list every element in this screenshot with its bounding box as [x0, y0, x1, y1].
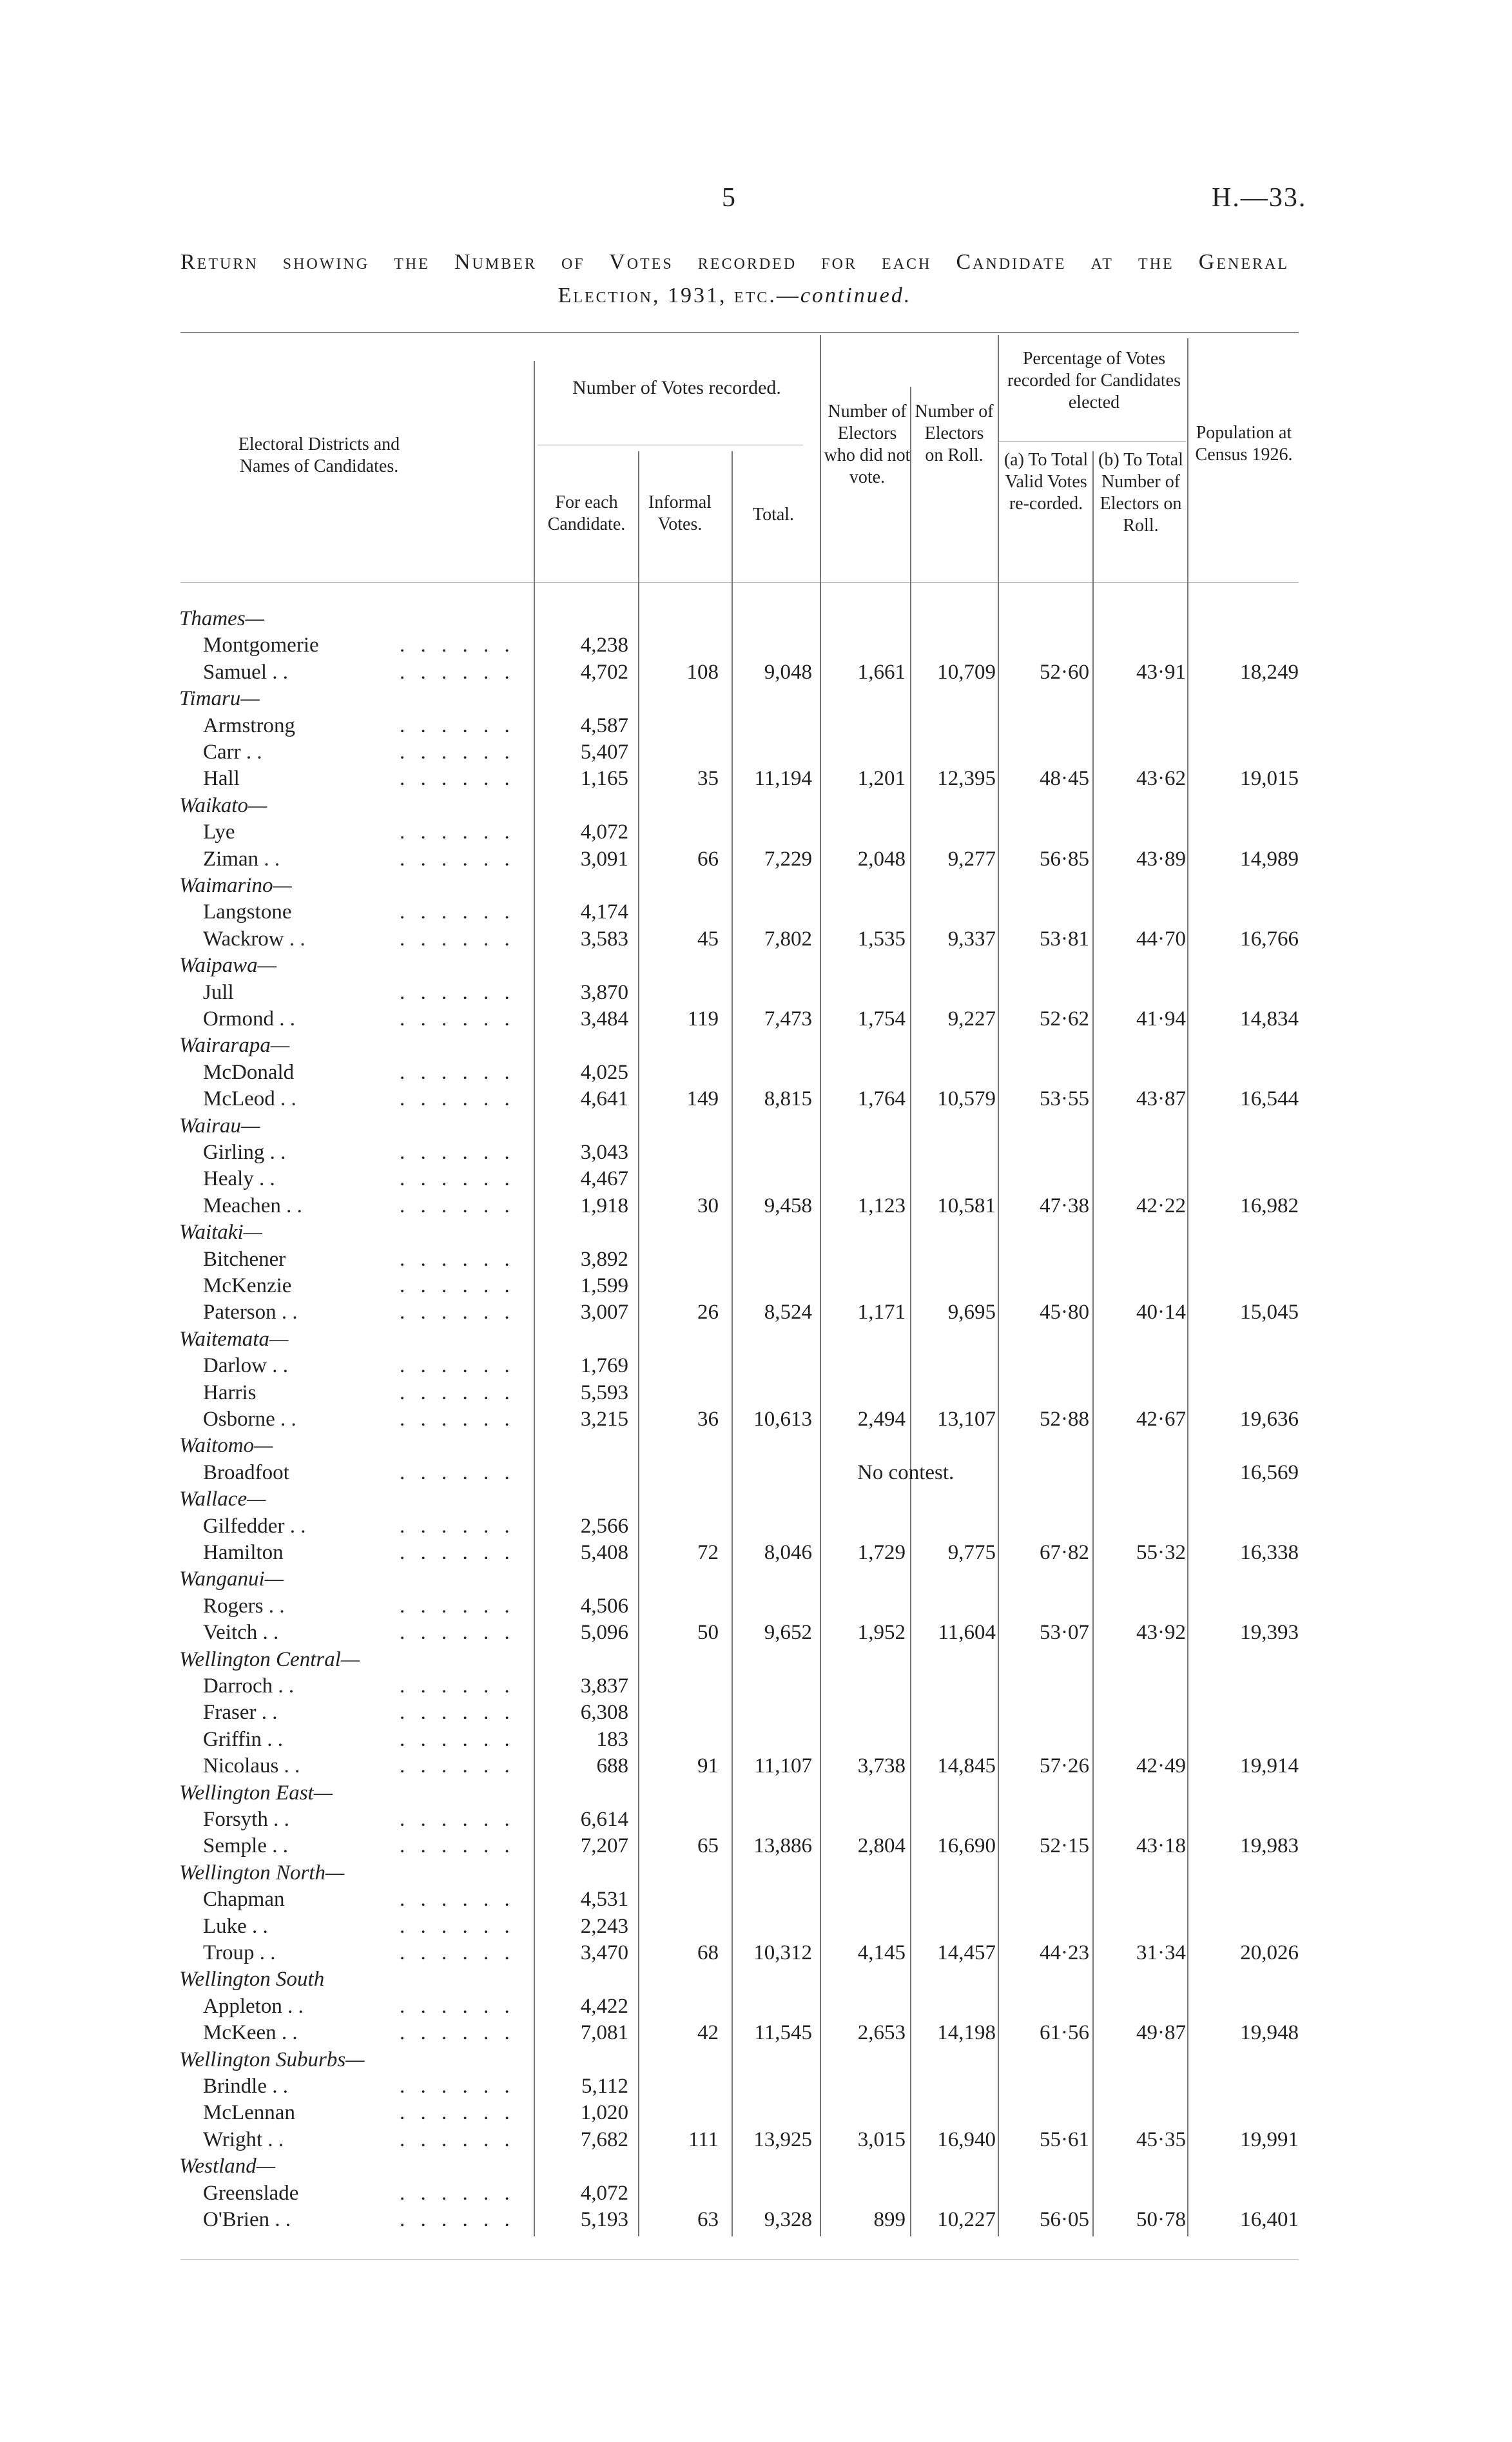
pct-valid-votes: 67·82	[1040, 1541, 1089, 1564]
pct-electors-roll: 42·49	[1136, 1754, 1186, 1778]
population-1926: 16,401	[1240, 2208, 1299, 2231]
candidate-votes: 4,422	[580, 1994, 628, 2018]
informal-votes: 66	[697, 847, 719, 871]
electors-not-voted: 1,201	[857, 767, 906, 791]
leader-dots: . . . . . .	[400, 713, 515, 737]
table-title-continued	[180, 284, 1289, 308]
total-votes: 11,194	[754, 767, 812, 791]
total-votes: 9,652	[764, 1621, 812, 1645]
leader-dots: . . . . . .	[400, 1381, 515, 1404]
candidate-votes: 1,769	[580, 1354, 628, 1378]
candidate-name: Nicolaus . .	[203, 1754, 300, 1778]
leader-dots: . . . . . .	[400, 820, 515, 844]
table-title: Return showing the Number of Votes recorded for each Candidate at the General	[180, 250, 1289, 274]
candidate-votes: 7,682	[580, 2127, 628, 2151]
candidate-votes: 6,308	[580, 1701, 628, 1725]
pct-valid-votes: 48·45	[1040, 767, 1089, 791]
candidate-name: McLeod . .	[203, 1087, 296, 1111]
candidate-name: Osborne . .	[203, 1408, 296, 1431]
candidate-name: Carr . .	[203, 741, 262, 764]
electors-not-voted: 2,494	[857, 1408, 906, 1431]
leader-dots: . . . . . .	[400, 767, 515, 791]
pct-valid-votes: 52·60	[1040, 660, 1089, 684]
candidate-votes: 1,165	[580, 767, 628, 791]
candidate-votes: 3,215	[580, 1408, 628, 1431]
candidate-name: Fraser . .	[203, 1701, 278, 1725]
candidate-name: Paterson . .	[203, 1301, 298, 1324]
candidate-votes: 5,593	[580, 1381, 628, 1404]
leader-dots: . . . . . .	[400, 1594, 515, 1618]
district-name: Wairau—	[179, 1114, 260, 1138]
candidate-name: McDonald	[203, 1060, 295, 1084]
electors-on-roll: 16,940	[937, 2127, 996, 2151]
informal-votes: 26	[697, 1301, 719, 1324]
candidate-votes: 5,193	[580, 2208, 628, 2231]
informal-votes: 65	[697, 1834, 719, 1858]
district-name: Wellington East—	[179, 1781, 333, 1805]
candidate-name: Appleton . .	[203, 1994, 304, 2018]
leader-dots: . . . . . .	[400, 1514, 515, 1538]
population-1926: 16,982	[1240, 1194, 1299, 1217]
candidate-votes: 4,174	[580, 900, 628, 924]
pct-valid-votes: 55·61	[1040, 2127, 1089, 2151]
leader-dots: . . . . . .	[400, 2127, 515, 2151]
pct-valid-votes: 47·38	[1040, 1194, 1089, 1217]
informal-votes: 63	[697, 2208, 719, 2231]
candidate-votes: 2,243	[580, 1914, 628, 1938]
electors-on-roll: 16,690	[937, 1834, 996, 1858]
population-1926: 16,544	[1240, 1087, 1299, 1111]
candidate-name: McLennan	[203, 2101, 295, 2125]
pct-electors-roll: 42·67	[1136, 1408, 1186, 1431]
pct-valid-votes: 56·85	[1040, 847, 1089, 871]
candidate-votes: 4,025	[580, 1060, 628, 1084]
candidate-votes: 4,238	[580, 634, 628, 657]
candidate-name: Wackrow . .	[203, 927, 305, 951]
no-contest-note: No contest.	[857, 1460, 955, 1484]
leader-dots: . . . . . .	[400, 1194, 515, 1217]
district-name: Waitemata—	[179, 1327, 289, 1351]
population-1926: 19,991	[1240, 2127, 1299, 2151]
total-votes: 7,229	[764, 847, 812, 871]
district-name: Wellington Central—	[179, 1647, 360, 1671]
pct-electors-roll: 41·94	[1136, 1007, 1186, 1031]
header-informal: Informal Votes.	[648, 492, 712, 534]
candidate-votes: 4,702	[580, 660, 628, 684]
population-1926: 19,914	[1240, 1754, 1299, 1778]
total-votes: 8,524	[764, 1301, 812, 1324]
district-name: Waitomo—	[179, 1434, 273, 1458]
leader-dots: . . . . . .	[400, 741, 515, 764]
candidate-name: Darroch . .	[203, 1674, 295, 1698]
electors-not-voted: 1,952	[857, 1621, 906, 1645]
district-name: Wellington North—	[179, 1861, 345, 1885]
pct-electors-roll: 45·35	[1136, 2127, 1186, 2151]
pct-electors-roll: 49·87	[1136, 2021, 1186, 2045]
population-1926: 16,338	[1240, 1541, 1299, 1564]
district-name: Waipawa—	[179, 954, 276, 978]
header-bottom-rule	[180, 582, 1299, 583]
informal-votes: 149	[686, 1087, 719, 1111]
electors-not-voted: 2,804	[857, 1834, 906, 1858]
pct-valid-votes: 52·62	[1040, 1007, 1089, 1031]
informal-votes: 119	[687, 1007, 719, 1031]
electors-not-voted: 1,661	[857, 660, 906, 684]
candidate-name: McKenzie	[203, 1274, 292, 1297]
leader-dots: . . . . . .	[400, 980, 515, 1004]
leader-dots: . . . . . .	[400, 1808, 515, 1831]
candidate-name: Luke . .	[203, 1914, 268, 1938]
candidate-name: Ormond . .	[203, 1007, 295, 1031]
candidate-votes: 5,112	[581, 2075, 628, 2098]
population-1926: 18,249	[1240, 660, 1299, 684]
candidate-votes: 6,614	[580, 1808, 628, 1831]
candidate-name: Rogers . .	[203, 1594, 285, 1618]
candidate-name: Harris	[203, 1381, 257, 1404]
candidate-name: Veitch . .	[203, 1621, 279, 1645]
header-for-each: For each Candidate.	[547, 492, 626, 534]
col-line-4	[820, 335, 821, 2236]
candidate-name: Healy . .	[203, 1167, 275, 1191]
header-votes-group: Number of Votes recorded.	[572, 377, 781, 398]
district-name: Wellington Suburbs—	[179, 2048, 365, 2071]
pct-electors-roll: 31·34	[1136, 1941, 1186, 1964]
electors-on-roll: 14,457	[937, 1941, 996, 1964]
total-votes: 13,925	[753, 2127, 812, 2151]
leader-dots: . . . . . .	[400, 1914, 515, 1938]
pct-electors-roll: 55·32	[1136, 1541, 1186, 1564]
electors-on-roll: 10,581	[937, 1194, 996, 1217]
header-pct-a: (a) To Total Valid Votes re-corded.	[1003, 450, 1089, 514]
pct-valid-votes: 52·88	[1040, 1408, 1089, 1431]
candidate-votes: 3,484	[580, 1007, 628, 1031]
pct-valid-votes: 56·05	[1040, 2208, 1089, 2231]
district-name: Wallace—	[179, 1487, 266, 1511]
total-votes: 9,458	[764, 1194, 812, 1217]
candidate-votes: 7,081	[580, 2021, 628, 2045]
leader-dots: . . . . . .	[400, 2075, 515, 2098]
col-line-8	[1187, 338, 1188, 2236]
informal-votes: 111	[688, 2127, 719, 2151]
header-on-roll: Number of Electors on Roll.	[915, 402, 994, 465]
electors-on-roll: 9,775	[947, 1541, 996, 1564]
candidate-votes: 3,091	[580, 847, 628, 871]
pct-valid-votes: 53·55	[1040, 1087, 1089, 1111]
candidate-votes: 1,599	[580, 1274, 628, 1297]
candidate-votes: 183	[596, 1727, 628, 1751]
electors-on-roll: 9,337	[947, 927, 996, 951]
candidate-votes: 5,407	[580, 741, 628, 764]
candidate-votes: 1,020	[580, 2101, 628, 2125]
table-bottom-rule	[180, 2259, 1299, 2260]
candidate-name: Griffin . .	[203, 1727, 284, 1751]
total-votes: 8,815	[764, 1087, 812, 1111]
header-total: Total.	[752, 505, 795, 525]
leader-dots: . . . . . .	[400, 660, 515, 684]
leader-dots: . . . . . .	[400, 634, 515, 657]
population-1926: 16,766	[1240, 927, 1299, 951]
candidate-name: Jull	[203, 980, 234, 1004]
candidate-name: Samuel . .	[203, 660, 288, 684]
col-line-7	[1092, 451, 1094, 2236]
district-name: Westland—	[179, 2155, 276, 2178]
pct-valid-votes: 61·56	[1040, 2021, 1089, 2045]
document-reference: H.—33.	[1212, 183, 1307, 213]
leader-dots: . . . . . .	[400, 1087, 515, 1111]
leader-dots: . . . . . .	[400, 1888, 515, 1912]
leader-dots: . . . . . .	[400, 1754, 515, 1778]
pct-valid-votes: 57·26	[1040, 1754, 1089, 1778]
population-1926: 19,015	[1240, 767, 1299, 791]
pct-electors-roll: 43·87	[1136, 1087, 1186, 1111]
informal-votes: 108	[686, 660, 719, 684]
leader-dots: . . . . . .	[400, 1274, 515, 1297]
pct-electors-roll: 43·92	[1136, 1621, 1186, 1645]
population-1926: 14,834	[1240, 1007, 1299, 1031]
total-votes: 13,886	[753, 1834, 812, 1858]
electors-on-roll: 9,277	[947, 847, 996, 871]
leader-dots: . . . . . .	[400, 1674, 515, 1698]
leader-dots: . . . . . .	[400, 1141, 515, 1164]
candidate-votes: 5,096	[580, 1621, 628, 1645]
pct-valid-votes: 53·07	[1040, 1621, 1089, 1645]
candidate-name: Troup . .	[203, 1941, 276, 1964]
district-name: Waitaki—	[179, 1221, 262, 1245]
electors-not-voted: 1,123	[857, 1194, 906, 1217]
electors-on-roll: 10,227	[937, 2208, 996, 2231]
leader-dots: . . . . . .	[400, 1460, 515, 1484]
header-pct-group: Percentage of Votes recorded for Candidates elected	[1007, 349, 1181, 412]
total-votes: 7,473	[764, 1007, 812, 1031]
total-votes: 8,046	[764, 1541, 812, 1564]
leader-dots: . . . . . .	[400, 2021, 515, 2045]
candidate-name: Langstone	[203, 900, 292, 924]
population-1926: 14,989	[1240, 847, 1299, 871]
pct-electors-roll: 43·91	[1136, 660, 1186, 684]
candidate-votes: 4,467	[580, 1167, 628, 1191]
district-name: Waimarino—	[179, 874, 292, 897]
candidate-name: Hamilton	[203, 1541, 284, 1564]
candidate-name: Gilfedder . .	[203, 1514, 306, 1538]
district-name: Timaru—	[179, 687, 260, 711]
candidate-votes: 3,892	[580, 1247, 628, 1271]
total-votes: 11,107	[754, 1754, 812, 1778]
electors-not-voted: 1,729	[857, 1541, 906, 1564]
pct-valid-votes: 53·81	[1040, 927, 1089, 951]
leader-dots: . . . . . .	[400, 2181, 515, 2205]
candidate-votes: 5,408	[580, 1541, 628, 1564]
pct-electors-roll: 43·89	[1136, 847, 1186, 871]
pct-valid-votes: 45·80	[1040, 1301, 1089, 1324]
informal-votes: 45	[697, 927, 719, 951]
candidate-name: Armstrong	[203, 713, 295, 737]
candidate-votes: 688	[596, 1754, 628, 1778]
electors-not-voted: 1,754	[857, 1007, 906, 1031]
leader-dots: . . . . . .	[400, 1621, 515, 1645]
total-votes: 10,613	[753, 1408, 812, 1431]
pct-electors-roll: 44·70	[1136, 927, 1186, 951]
electors-on-roll: 9,227	[947, 1007, 996, 1031]
leader-dots: . . . . . .	[400, 1060, 515, 1084]
candidate-votes: 2,566	[580, 1514, 628, 1538]
pct-electors-roll: 42·22	[1136, 1194, 1186, 1217]
informal-votes: 50	[697, 1621, 719, 1645]
total-votes: 11,545	[754, 2021, 812, 2045]
pct-electors-roll: 40·14	[1136, 1301, 1186, 1324]
candidate-name: Darlow . .	[203, 1354, 288, 1378]
candidate-votes: 7,207	[580, 1834, 628, 1858]
header-not-voted: Number of Electors who did not vote.	[824, 402, 911, 487]
leader-dots: . . . . . .	[400, 2208, 515, 2231]
population-1926: 19,983	[1240, 1834, 1299, 1858]
title-suffix: continued.	[800, 284, 912, 307]
electors-on-roll: 14,845	[937, 1754, 996, 1778]
pct-electors-roll: 43·18	[1136, 1834, 1186, 1858]
total-votes: 7,802	[764, 927, 812, 951]
leader-dots: . . . . . .	[400, 900, 515, 924]
candidate-name: Brindle . .	[203, 2075, 288, 2098]
col-line-6	[998, 335, 999, 2236]
candidate-name: Wright . .	[203, 2127, 284, 2151]
population-1926: 15,045	[1240, 1301, 1299, 1324]
district-name: Waikato—	[179, 793, 267, 817]
electors-not-voted: 3,738	[857, 1754, 906, 1778]
district-name: Wellington South	[179, 1968, 325, 1991]
electors-not-voted: 1,764	[857, 1087, 906, 1111]
pct-valid-votes: 44·23	[1040, 1941, 1089, 1964]
informal-votes: 72	[697, 1541, 719, 1564]
population-1926: 16,569	[1240, 1460, 1299, 1484]
candidate-name: Chapman	[203, 1888, 285, 1912]
candidate-name: McKeen . .	[203, 2021, 298, 2045]
electors-on-roll: 14,198	[937, 2021, 996, 2045]
leader-dots: . . . . . .	[400, 1941, 515, 1964]
informal-votes: 30	[697, 1194, 719, 1217]
header-population: Population at Census 1926.	[1195, 423, 1293, 465]
candidate-votes: 3,470	[580, 1941, 628, 1964]
leader-dots: . . . . . .	[400, 2101, 515, 2125]
candidate-name: O'Brien . .	[203, 2208, 291, 2231]
candidate-votes: 4,506	[580, 1594, 628, 1618]
district-name: Wanganui—	[179, 1567, 284, 1591]
header-top-rule	[180, 332, 1299, 333]
electors-on-roll: 11,604	[938, 1621, 996, 1645]
candidate-name: Hall	[203, 767, 240, 791]
candidate-votes: 4,531	[580, 1888, 628, 1912]
population-1926: 19,393	[1240, 1621, 1299, 1645]
electors-on-roll: 10,709	[937, 660, 996, 684]
leader-dots: . . . . . .	[400, 1167, 515, 1191]
candidate-name: Forsyth . .	[203, 1808, 289, 1831]
candidate-votes: 4,587	[580, 713, 628, 737]
electors-not-voted: 2,653	[857, 2021, 906, 2045]
electors-not-voted: 3,015	[857, 2127, 906, 2151]
electors-on-roll: 13,107	[937, 1408, 996, 1431]
title-prefix: Election, 1931, etc.—	[557, 284, 800, 307]
leader-dots: . . . . . .	[400, 1834, 515, 1858]
electors-not-voted: 1,171	[857, 1301, 906, 1324]
col-line-3	[732, 451, 733, 2236]
electors-on-roll: 9,695	[947, 1301, 996, 1324]
candidate-votes: 3,043	[580, 1141, 628, 1164]
col-line-2	[638, 451, 639, 2236]
candidate-name: Girling . .	[203, 1141, 286, 1164]
leader-dots: . . . . . .	[400, 1408, 515, 1431]
electors-on-roll: 10,579	[937, 1087, 996, 1111]
page-number: 5	[722, 183, 735, 213]
leader-dots: . . . . . .	[400, 1354, 515, 1378]
total-votes: 9,328	[764, 2208, 812, 2231]
leader-dots: . . . . . .	[400, 1301, 515, 1324]
candidate-name: Lye	[203, 820, 235, 844]
candidate-votes: 1,918	[580, 1194, 628, 1217]
candidate-name: Greenslade	[203, 2181, 299, 2205]
electors-not-voted: 2,048	[857, 847, 906, 871]
candidate-name: Broadfoot	[203, 1460, 289, 1484]
informal-votes: 68	[697, 1941, 719, 1964]
leader-dots: . . . . . .	[400, 1007, 515, 1031]
district-name: Thames—	[179, 607, 265, 630]
pct-group-rule	[999, 441, 1186, 442]
leader-dots: . . . . . .	[400, 1247, 515, 1271]
candidate-votes: 3,837	[580, 1674, 628, 1698]
candidate-votes: 4,072	[580, 820, 628, 844]
population-1926: 19,636	[1240, 1408, 1299, 1431]
electors-not-voted: 1,535	[857, 927, 906, 951]
candidate-name: Semple . .	[203, 1834, 288, 1858]
leader-dots: . . . . . .	[400, 1701, 515, 1725]
pct-electors-roll: 50·78	[1136, 2208, 1186, 2231]
total-votes: 9,048	[764, 660, 812, 684]
candidate-name: Bitchener	[203, 1247, 286, 1271]
pct-electors-roll: 43·62	[1136, 767, 1186, 791]
district-name: Wairarapa—	[179, 1034, 290, 1058]
informal-votes: 91	[697, 1754, 719, 1778]
candidate-name: Ziman . .	[203, 847, 280, 871]
population-1926: 20,026	[1240, 1941, 1299, 1964]
electors-not-voted: 4,145	[857, 1941, 906, 1964]
informal-votes: 42	[697, 2021, 719, 2045]
header-district: Electoral Districts and Names of Candidates.	[238, 434, 400, 476]
informal-votes: 35	[697, 767, 719, 791]
total-votes: 10,312	[753, 1941, 812, 1964]
electors-on-roll: 12,395	[937, 767, 996, 791]
leader-dots: . . . . . .	[400, 847, 515, 871]
candidate-votes: 3,870	[580, 980, 628, 1004]
informal-votes: 36	[697, 1408, 719, 1431]
candidate-votes: 3,583	[580, 927, 628, 951]
candidate-name: Montgomerie	[203, 634, 319, 657]
leader-dots: . . . . . .	[400, 1727, 515, 1751]
leader-dots: . . . . . .	[400, 927, 515, 951]
population-1926: 19,948	[1240, 2021, 1299, 2045]
leader-dots: . . . . . .	[400, 1994, 515, 2018]
pct-valid-votes: 52·15	[1040, 1834, 1089, 1858]
header-pct-b: (b) To Total Number of Electors on Roll.	[1098, 450, 1183, 536]
candidate-name: Meachen . .	[203, 1194, 302, 1217]
leader-dots: . . . . . .	[400, 1541, 515, 1564]
candidate-votes: 3,007	[580, 1301, 628, 1324]
candidate-votes: 4,072	[580, 2181, 628, 2205]
electors-not-voted: 899	[873, 2208, 906, 2231]
candidate-votes: 4,641	[580, 1087, 628, 1111]
